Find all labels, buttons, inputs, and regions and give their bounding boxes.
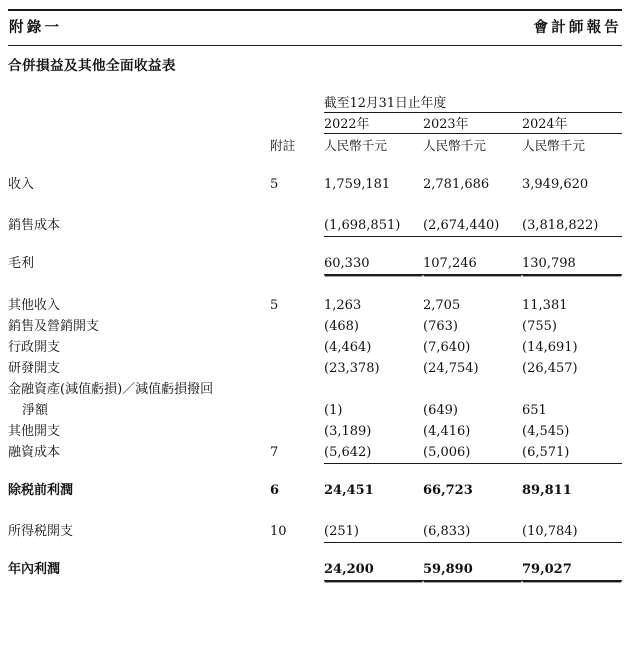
row-note: 7 [270,445,279,461]
unit-header-row [8,138,622,154]
row-value-2022: 1,263 [324,297,362,313]
row-value-2024: (4,545) [522,423,570,439]
row-value-2022: (23,378) [324,360,380,376]
row-value-2023: (649) [423,402,458,418]
row-value-2023: (6,833) [423,521,522,543]
row-note [270,215,324,237]
row-note [270,400,324,421]
table-row [8,400,622,421]
row-label: 淨額 [22,402,49,418]
row-value-2024: (26,457) [522,360,578,376]
row-label: 除税前利潤 [8,482,74,498]
row-value-2024: 130,798 [522,253,622,275]
row-gap [8,542,622,559]
appendix-label: 附錄一 [9,18,63,36]
table-row [8,316,622,337]
table-row [8,295,622,316]
row-value-2022: 24,200 [324,559,423,581]
column-unit-2: 人民幣千元 [423,137,486,153]
row-label: 其他收入 [8,297,61,313]
table-header [8,96,622,154]
year-header-row [8,117,622,133]
row-value-2024 [522,379,622,400]
row-note [270,421,324,442]
row-label: 年內利潤 [8,562,61,578]
row-value-2024: 79,027 [522,559,622,581]
row-value-2022: (251) [324,521,423,543]
row-value-2024: (755) [522,318,557,334]
column-header-year-3: 2024年 [522,117,622,133]
table-row [8,215,622,237]
row-value-2022: 24,451 [324,482,374,498]
header-blank-label-2 [8,117,270,133]
row-note [270,316,324,337]
row-value-2024: (3,818,822) [522,215,622,237]
row-label: 行政開支 [8,339,61,355]
table-row [8,379,622,400]
row-value-2023: (24,754) [423,360,479,376]
row-value-2022: (1,698,851) [324,215,423,237]
row-label: 銷售及營銷開支 [8,318,100,334]
row-gap [8,195,622,215]
row-value-2024: 3,949,620 [522,176,589,192]
row-value-2023: 59,890 [423,559,522,581]
row-note: 6 [270,482,280,498]
row-label: 毛利 [8,256,35,272]
table-row [8,521,622,543]
row-value-2022: 60,330 [324,253,423,275]
row-value-2022: 1,759,181 [324,176,391,192]
row-value-2024: (10,784) [522,521,622,543]
table-row [8,337,622,358]
row-label: 融資成本 [8,445,61,461]
row-note [270,337,324,358]
table-row [8,559,622,581]
table-row [8,174,622,195]
row-gap [8,154,622,174]
row-note: 5 [270,297,279,313]
row-label: 收入 [8,176,35,192]
row-value-2022: (468) [324,318,359,334]
header-blank-label-3 [8,138,270,154]
row-note [270,559,324,581]
row-label: 研發開支 [8,360,61,376]
table-row [8,442,622,464]
income-statement-table [8,96,622,581]
running-header [8,9,622,46]
row-gap [8,236,622,253]
row-value-2023: (7,640) [423,339,471,355]
column-header-year-1: 2022年 [324,117,423,133]
row-gap [8,501,622,521]
row-label: 所得税開支 [8,524,74,540]
column-header-note: 附註 [270,137,296,153]
column-unit-3: 人民幣千元 [522,137,585,153]
row-note: 5 [270,176,279,192]
table-row [8,480,622,501]
accountants-report-label: 會計師報告 [533,18,622,36]
column-unit-1: 人民幣千元 [324,137,387,153]
column-header-year-2: 2023年 [423,117,522,133]
row-note [270,253,324,275]
row-value-2023: 2,781,686 [423,176,490,192]
row-value-2023: 66,723 [423,482,473,498]
row-value-2023: 2,705 [423,297,461,313]
header-blank-label [8,96,270,112]
statement-title: 合併損益及其他全面收益表 [8,58,176,74]
table-body [8,154,622,581]
row-value-2024: 651 [522,402,547,418]
row-value-2023: 107,246 [423,253,522,275]
row-gap [8,463,622,480]
row-value-2024: (6,571) [522,442,622,464]
table-row [8,253,622,275]
row-value-2022: (4,464) [324,339,372,355]
table-row [8,358,622,379]
row-label: 銷售成本 [8,218,61,234]
row-note [270,358,324,379]
row-value-2023: (5,006) [423,442,522,464]
row-value-2024: 11,381 [522,297,568,313]
row-value-2022: (5,642) [324,442,423,464]
row-value-2022 [324,379,423,400]
row-value-2023: (4,416) [423,423,471,439]
row-note: 10 [270,524,287,540]
header-blank-note [270,96,324,112]
row-value-2022: (3,189) [324,423,372,439]
period-header: 截至12月31日止年度 [324,96,622,112]
row-label: 其他開支 [8,423,61,439]
row-label: 金融資產(減值虧損)／減值虧損撥回 [8,381,214,397]
row-value-2023: (2,674,440) [423,215,522,237]
period-header-row [8,96,622,112]
row-value-2023 [423,379,522,400]
row-value-2024: (14,691) [522,339,578,355]
row-value-2024: 89,811 [522,482,572,498]
row-value-2023: (763) [423,318,458,334]
row-gap [8,274,622,295]
table-row [8,421,622,442]
header-blank-note-2 [270,117,324,133]
row-value-2022: (1) [324,402,343,418]
